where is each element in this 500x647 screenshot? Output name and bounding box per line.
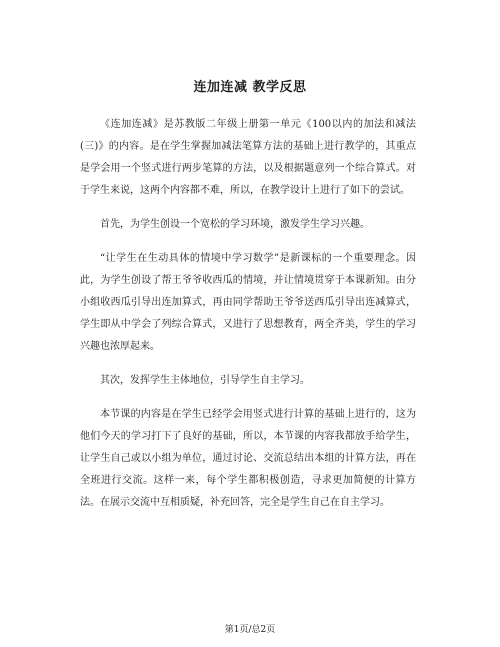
paragraph: 其次，发挥学生主体地位，引导学生自主学习。	[100, 375, 310, 386]
paragraph: 首先，为学生创设一个宽松的学习环境，激发学生学习兴趣。	[100, 219, 370, 230]
paragraph: 本节课的内容是在学生已经学会用竖式进行计算的基础上进行的，这为他们今天的学习打下了良好的基础，所以，本节课的内容我都放手给学生，让学生自己或以小组为单位，通过讨论、交流总结出本组的计算方法，再在全班进行交流。这样一来，每个学生都积极创造，寻求更加简便的计算方法。在展示交流中互相质疑，补充回答，完全是学生自己在自主学习。	[80, 409, 416, 508]
document-title: 连加连减 教学反思	[193, 80, 307, 95]
document-body	[80, 114, 416, 514]
paragraph: 《连加连减》是苏教版二年级上册第一单元《100以内的加法和减法(三)》的内容。是在学生掌握加减法笔算方法的基础上进行教学的，其重点是学会用一个竖式进行两步笔算的方法，以及根据题意列一个综合算式。对于学生来说，这两个内容都不难，所以，在教学设计上进行了如下的尝试。	[80, 119, 416, 196]
paragraph: “让学生在生动具体的情境中学习数学”是新课标的一个重要理念。因此，为学生创设了帮王爷爷收西瓜的情境，并让情境贯穿于本课新知。由分小组收西瓜引导出连加算式，再由同学帮助王爷爷送西瓜引导出连减算式，学生即从中学会了列综合算式，又进行了思想教育，两全齐美，学生的学习兴趣也浓厚起来。	[80, 253, 416, 352]
page-number-footer: 第1页/总2页	[224, 625, 276, 635]
